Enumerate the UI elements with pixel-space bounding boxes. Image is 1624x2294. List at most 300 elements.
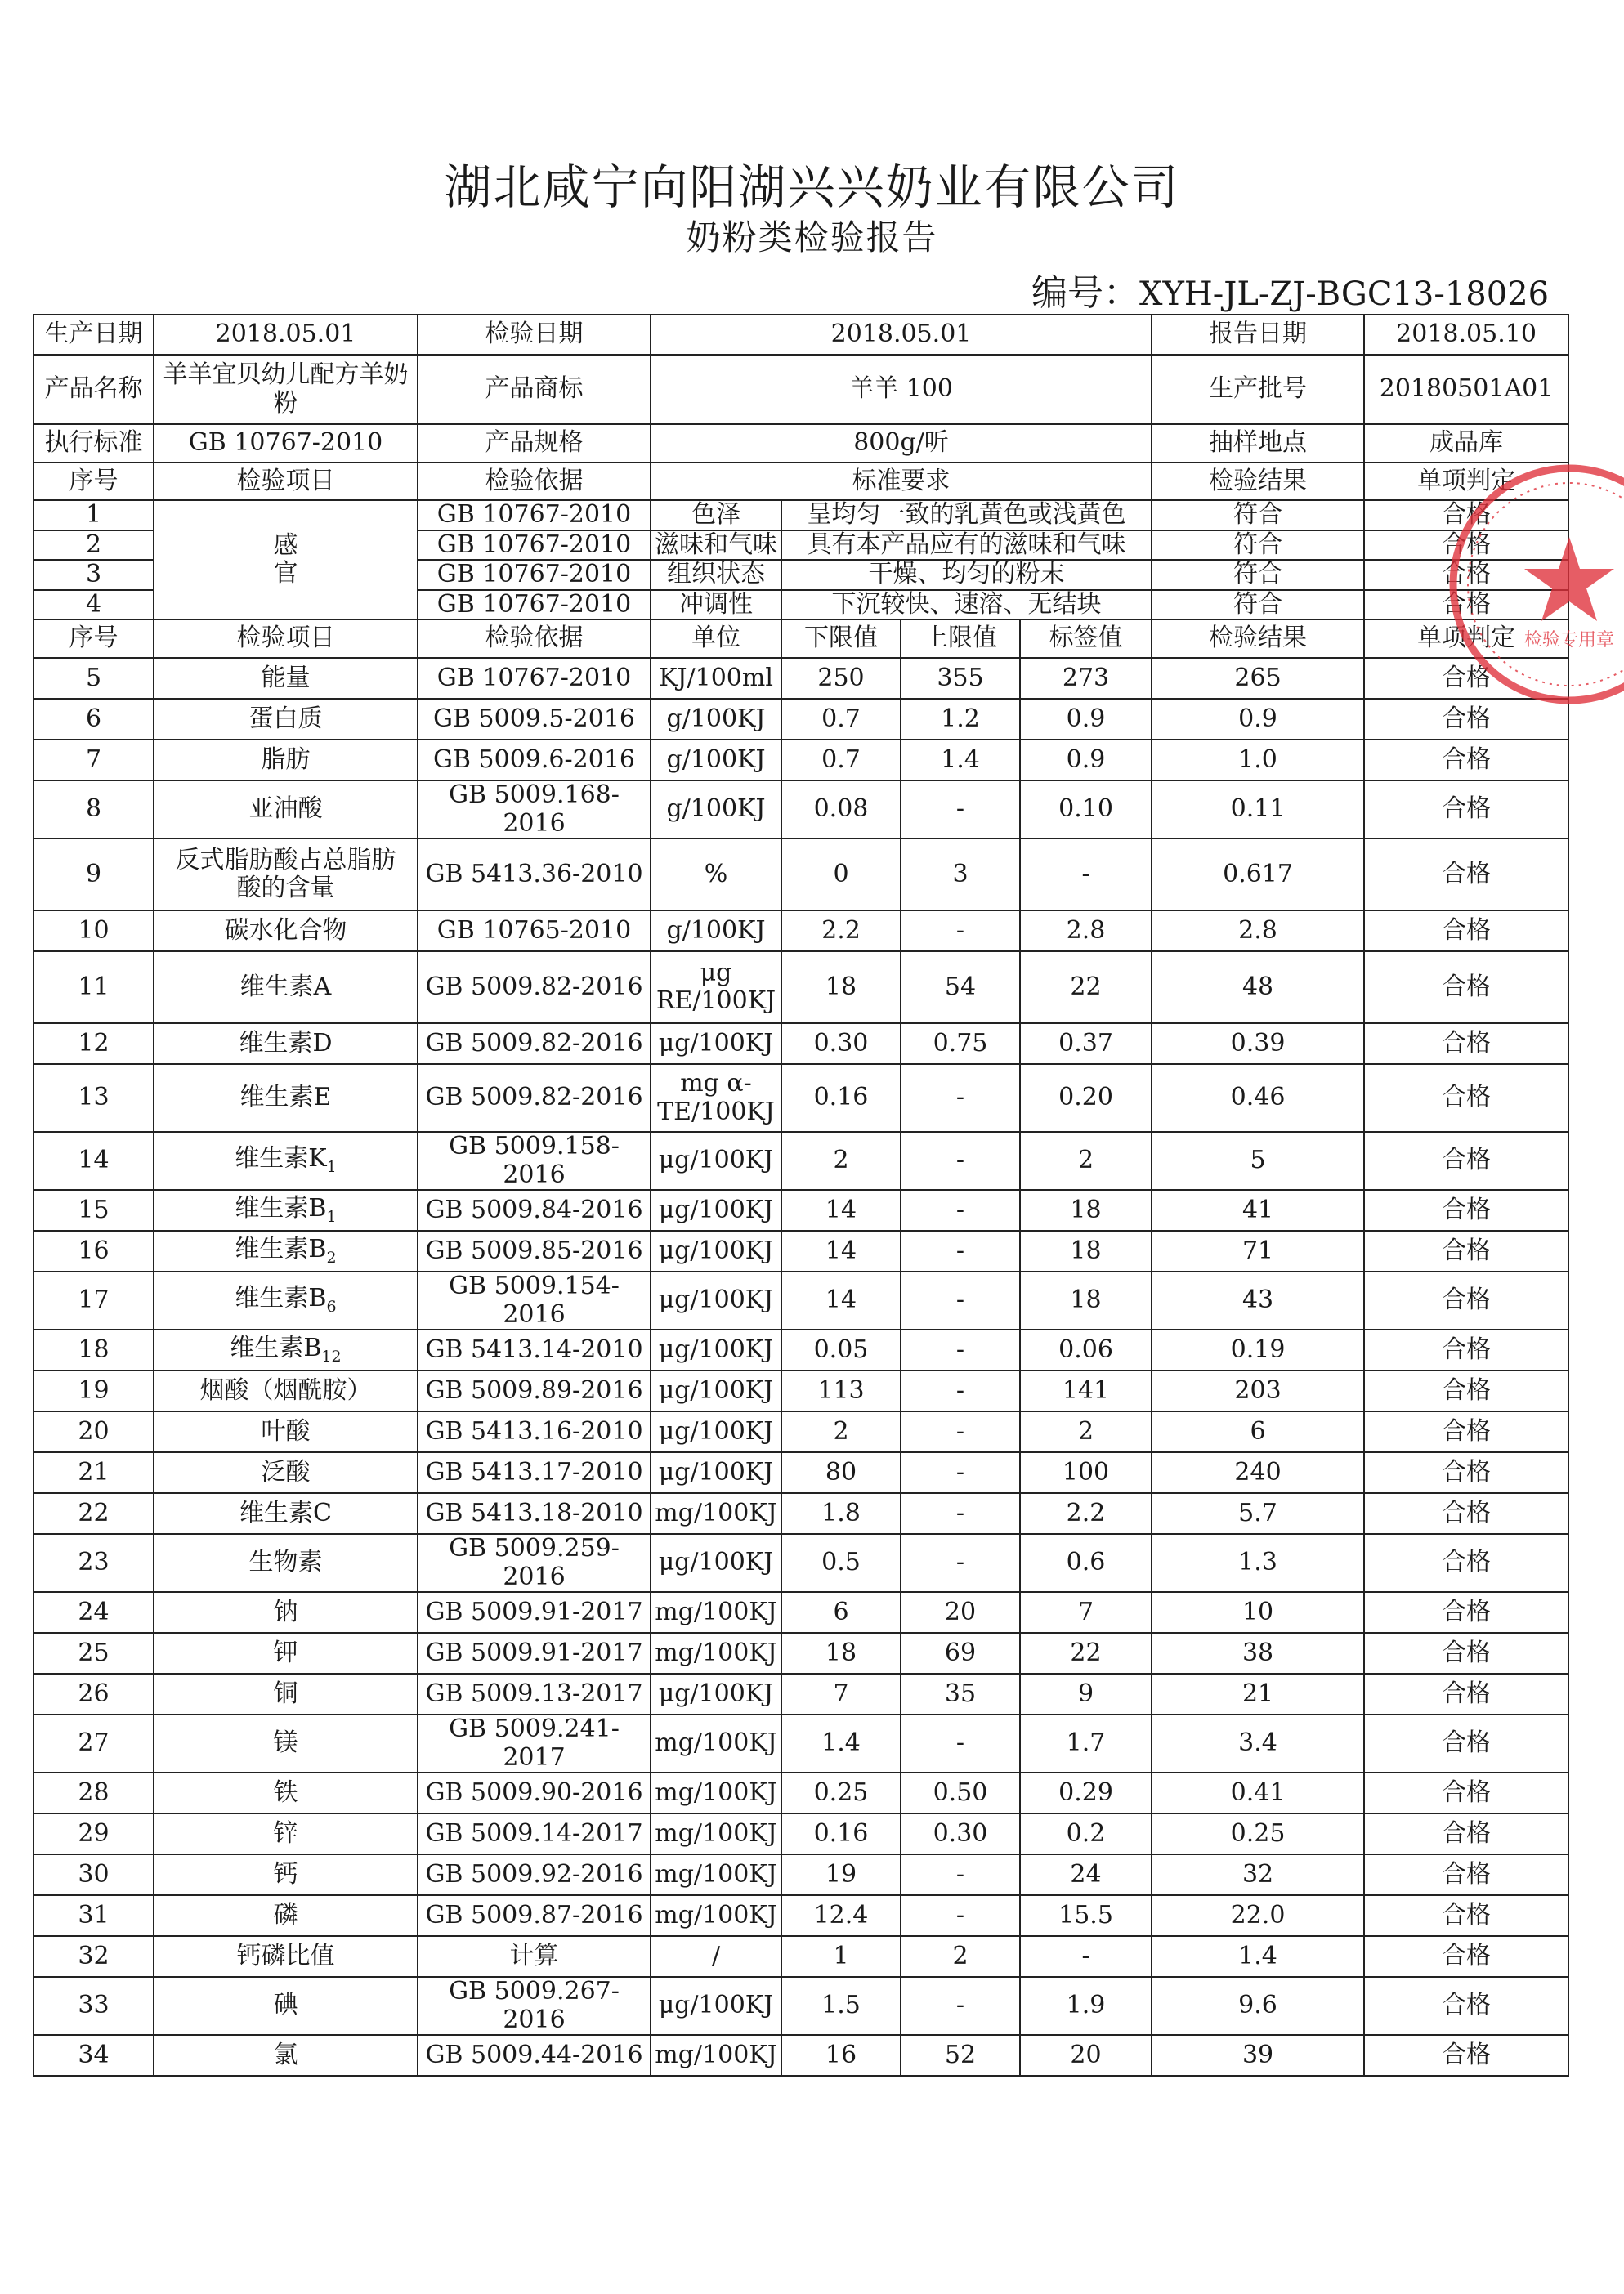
table-row xyxy=(34,1813,1568,1854)
cell-item: 生物素 xyxy=(154,1534,418,1592)
cell-no: 33 xyxy=(34,1977,154,2035)
cell-lower: 0.7 xyxy=(781,699,901,740)
cell-basis: GB 5009.89-2016 xyxy=(418,1371,651,1411)
cell-judgment: 合格 xyxy=(1364,951,1568,1023)
cell-upper: 20 xyxy=(901,1592,1020,1633)
cell-result: 71 xyxy=(1152,1231,1364,1272)
cell-item: 锌 xyxy=(154,1813,418,1854)
row-attribute: 组织状态 xyxy=(651,560,781,590)
cell-label-value: 100 xyxy=(1020,1452,1152,1493)
report-date-label: 报告日期 xyxy=(1152,315,1364,355)
cell-upper: 3 xyxy=(901,838,1020,910)
cell-result: 22.0 xyxy=(1152,1895,1364,1936)
cell-item xyxy=(154,1330,418,1371)
cell-item: 亚油酸 xyxy=(154,780,418,838)
cell-basis: GB 5413.36-2010 xyxy=(418,838,651,910)
cell-no: 15 xyxy=(34,1190,154,1231)
cell-label-value: 9 xyxy=(1020,1674,1152,1715)
cell-judgment: 合格 xyxy=(1364,1272,1568,1330)
cell-label-value: 1.9 xyxy=(1020,1977,1152,2035)
row-requirement: 干燥、均匀的粉末 xyxy=(781,560,1152,590)
cell-judgment: 合格 xyxy=(1364,658,1568,699)
cell-item: 维生素D xyxy=(154,1023,418,1064)
row-requirement: 具有本产品应有的滋味和气味 xyxy=(781,530,1152,561)
cell-item: 泛酸 xyxy=(154,1452,418,1493)
table-row xyxy=(34,1715,1568,1773)
cell-no: 25 xyxy=(34,1633,154,1674)
cell-item: 钠 xyxy=(154,1592,418,1633)
col-no-header: 序号 xyxy=(34,619,154,658)
cell-result: 32 xyxy=(1152,1854,1364,1895)
cell-judgment: 合格 xyxy=(1364,1132,1568,1190)
cell-basis: GB 5009.90-2016 xyxy=(418,1773,651,1813)
cell-judgment: 合格 xyxy=(1364,1854,1568,1895)
row-no: 4 xyxy=(34,590,154,620)
cell-upper: - xyxy=(901,1064,1020,1132)
info-row-dates xyxy=(34,315,1568,355)
cell-unit: mg/100KJ xyxy=(651,1592,781,1633)
table-row xyxy=(34,1272,1568,1330)
cell-upper: - xyxy=(901,780,1020,838)
cell-basis: GB 5009.91-2017 xyxy=(418,1633,651,1674)
cell-label-value: - xyxy=(1020,838,1152,910)
cell-judgment: 合格 xyxy=(1364,1534,1568,1592)
cell-basis: GB 5009.44-2016 xyxy=(418,2035,651,2076)
cell-no: 5 xyxy=(34,658,154,699)
cell-judgment: 合格 xyxy=(1364,1813,1568,1854)
cell-judgment: 合格 xyxy=(1364,1064,1568,1132)
cell-upper: - xyxy=(901,1977,1020,2035)
cell-no: 27 xyxy=(34,1715,154,1773)
cell-label-value: 20 xyxy=(1020,2035,1152,2076)
cell-unit: μg/100KJ xyxy=(651,1231,781,1272)
row-requirement: 呈均匀一致的乳黄色或浅黄色 xyxy=(781,500,1152,530)
item-name: 维生素B xyxy=(235,1284,327,1313)
cell-item: 铁 xyxy=(154,1773,418,1813)
cell-judgment: 合格 xyxy=(1364,1936,1568,1977)
cell-item: 能量 xyxy=(154,658,418,699)
cell-lower: 0.7 xyxy=(781,740,901,780)
item-name: 维生素K xyxy=(235,1144,327,1174)
cell-upper: - xyxy=(901,1411,1020,1452)
cell-upper: - xyxy=(901,1190,1020,1231)
table-row xyxy=(34,910,1568,951)
cell-upper: 52 xyxy=(901,2035,1020,2076)
cell-basis: GB 5413.18-2010 xyxy=(418,1493,651,1534)
product-name: 羊羊宜贝幼儿配方羊奶粉 xyxy=(154,355,418,424)
row-basis: GB 10767-2010 xyxy=(418,500,651,530)
cell-result: 0.9 xyxy=(1152,699,1364,740)
cell-lower: 2 xyxy=(781,1132,901,1190)
row-basis: GB 10767-2010 xyxy=(418,530,651,561)
cell-lower: 18 xyxy=(781,1633,901,1674)
cell-result: 0.46 xyxy=(1152,1064,1364,1132)
item-subscript: 2 xyxy=(326,1248,337,1267)
cell-label-value: 15.5 xyxy=(1020,1895,1152,1936)
row-result: 符合 xyxy=(1152,500,1364,530)
cell-item: 脂肪 xyxy=(154,740,418,780)
cell-item: 镁 xyxy=(154,1715,418,1773)
cell-no: 16 xyxy=(34,1231,154,1272)
table-row xyxy=(34,1190,1568,1231)
cell-item: 钙 xyxy=(154,1854,418,1895)
table-row xyxy=(34,1371,1568,1411)
cell-lower: 2 xyxy=(781,1411,901,1452)
svg-text:检验专用章: 检验专用章 xyxy=(1523,630,1615,651)
cell-judgment: 合格 xyxy=(1364,740,1568,780)
cell-upper: - xyxy=(901,1452,1020,1493)
cell-result: 240 xyxy=(1152,1452,1364,1493)
cell-no: 26 xyxy=(34,1674,154,1715)
row-judgment: 合格 xyxy=(1364,500,1568,530)
report-number xyxy=(1031,263,1549,315)
cell-basis: GB 5009.241-2017 xyxy=(418,1715,651,1773)
report-number-label: 编号： xyxy=(1031,272,1139,314)
cell-label-value: 141 xyxy=(1020,1371,1152,1411)
sampling-label: 抽样地点 xyxy=(1152,424,1364,463)
cell-lower: 0.08 xyxy=(781,780,901,838)
cell-result: 9.6 xyxy=(1152,1977,1364,2035)
cell-item xyxy=(154,1132,418,1190)
cell-item: 维生素E xyxy=(154,1064,418,1132)
cell-no: 29 xyxy=(34,1813,154,1854)
table-row xyxy=(34,1854,1568,1895)
cell-result: 1.0 xyxy=(1152,740,1364,780)
cell-no: 18 xyxy=(34,1330,154,1371)
cell-lower: 12.4 xyxy=(781,1895,901,1936)
row-judgment: 合格 xyxy=(1364,560,1568,590)
table-row xyxy=(34,699,1568,740)
cell-result: 10 xyxy=(1152,1592,1364,1633)
row-no: 3 xyxy=(34,560,154,590)
cell-item: 氯 xyxy=(154,2035,418,2076)
cell-basis: GB 5413.16-2010 xyxy=(418,1411,651,1452)
table-row xyxy=(34,1592,1568,1633)
cell-basis: GB 5009.87-2016 xyxy=(418,1895,651,1936)
cell-basis: GB 5009.259-2016 xyxy=(418,1534,651,1592)
cell-upper: - xyxy=(901,1854,1020,1895)
row-result: 符合 xyxy=(1152,530,1364,561)
cell-no: 13 xyxy=(34,1064,154,1132)
item-subscript: 1 xyxy=(326,1207,337,1226)
col-lower-header: 下限值 xyxy=(781,619,901,658)
item-subscript: 6 xyxy=(326,1298,337,1317)
col-judgment-header: 单项判定 xyxy=(1364,619,1568,658)
col-upper-header: 上限值 xyxy=(901,619,1020,658)
cell-item: 钾 xyxy=(154,1633,418,1674)
report-number-value: XYH-JL-ZJ-BGC13-18026 xyxy=(1139,275,1550,313)
report-date: 2018.05.10 xyxy=(1364,315,1568,355)
cell-result: 6 xyxy=(1152,1411,1364,1452)
item-name: 维生素B xyxy=(235,1193,327,1223)
cell-result: 0.11 xyxy=(1152,780,1364,838)
cell-result: 3.4 xyxy=(1152,1715,1364,1773)
cell-basis: GB 10767-2010 xyxy=(418,658,651,699)
sensory-group-label: 感 官 xyxy=(154,500,418,619)
row-no: 1 xyxy=(34,500,154,530)
cell-upper: 2 xyxy=(901,1936,1020,1977)
cell-result: 0.41 xyxy=(1152,1773,1364,1813)
trademark: 羊羊 100 xyxy=(651,355,1152,424)
cell-upper: - xyxy=(901,1272,1020,1330)
cell-basis: GB 5009.85-2016 xyxy=(418,1231,651,1272)
cell-lower: 0.5 xyxy=(781,1534,901,1592)
table-row xyxy=(34,1064,1568,1132)
table-row xyxy=(34,658,1568,699)
row-judgment: 合格 xyxy=(1364,530,1568,561)
cell-judgment: 合格 xyxy=(1364,1674,1568,1715)
table-row xyxy=(34,1493,1568,1534)
cell-upper: - xyxy=(901,1231,1020,1272)
col-requirement-header: 标准要求 xyxy=(651,463,1152,500)
info-row-product xyxy=(34,355,1568,424)
cell-judgment: 合格 xyxy=(1364,780,1568,838)
cell-label-value: 0.9 xyxy=(1020,699,1152,740)
cell-item: 维生素C xyxy=(154,1493,418,1534)
col-basis-header: 检验依据 xyxy=(418,619,651,658)
cell-upper: 0.75 xyxy=(901,1023,1020,1064)
cell-label-value: 22 xyxy=(1020,951,1152,1023)
cell-judgment: 合格 xyxy=(1364,1592,1568,1633)
cell-basis: GB 5413.17-2010 xyxy=(418,1452,651,1493)
cell-no: 30 xyxy=(34,1854,154,1895)
cell-no: 17 xyxy=(34,1272,154,1330)
cell-label-value: 0.20 xyxy=(1020,1064,1152,1132)
col-label-value-header: 标签值 xyxy=(1020,619,1152,658)
cell-label-value: 18 xyxy=(1020,1272,1152,1330)
col-judgment-header: 单项判定 xyxy=(1364,463,1568,500)
cell-basis: GB 5413.14-2010 xyxy=(418,1330,651,1371)
table-row xyxy=(34,1452,1568,1493)
cell-upper: - xyxy=(901,1132,1020,1190)
inspection-date-label: 检验日期 xyxy=(418,315,651,355)
row-basis: GB 10767-2010 xyxy=(418,560,651,590)
cell-label-value: 0.06 xyxy=(1020,1330,1152,1371)
table-row xyxy=(34,780,1568,838)
cell-basis: GB 5009.92-2016 xyxy=(418,1854,651,1895)
cell-label-value: 24 xyxy=(1020,1854,1152,1895)
cell-lower: 0 xyxy=(781,838,901,910)
cell-unit: μg/100KJ xyxy=(651,1023,781,1064)
cell-unit: mg/100KJ xyxy=(651,1633,781,1674)
col-result-header: 检验结果 xyxy=(1152,619,1364,658)
cell-lower: 18 xyxy=(781,951,901,1023)
cell-basis: GB 5009.84-2016 xyxy=(418,1190,651,1231)
cell-label-value: - xyxy=(1020,1936,1152,1977)
cell-no: 19 xyxy=(34,1371,154,1411)
table-row xyxy=(34,1023,1568,1064)
product-name-label: 产品名称 xyxy=(34,355,154,424)
cell-basis: GB 5009.267-2016 xyxy=(418,1977,651,2035)
cell-result: 265 xyxy=(1152,658,1364,699)
cell-lower: 14 xyxy=(781,1272,901,1330)
table-row xyxy=(34,1895,1568,1936)
cell-judgment: 合格 xyxy=(1364,1452,1568,1493)
cell-no: 22 xyxy=(34,1493,154,1534)
table-row xyxy=(34,1411,1568,1452)
cell-no: 31 xyxy=(34,1895,154,1936)
cell-unit: μg/100KJ xyxy=(651,1977,781,2035)
table-row xyxy=(34,1977,1568,2035)
cell-unit: mg/100KJ xyxy=(651,2035,781,2076)
cell-label-value: 2 xyxy=(1020,1411,1152,1452)
cell-unit: μg/100KJ xyxy=(651,1534,781,1592)
spec-label: 产品规格 xyxy=(418,424,651,463)
cell-label-value: 0.9 xyxy=(1020,740,1152,780)
cell-result: 0.617 xyxy=(1152,838,1364,910)
item-name: 维生素B xyxy=(235,1234,327,1263)
cell-result: 5.7 xyxy=(1152,1493,1364,1534)
batch-label: 生产批号 xyxy=(1152,355,1364,424)
cell-unit: μg/100KJ xyxy=(651,1330,781,1371)
cell-item: 钙磷比值 xyxy=(154,1936,418,1977)
cell-no: 32 xyxy=(34,1936,154,1977)
item-name: 维生素B xyxy=(230,1333,322,1362)
cell-no: 10 xyxy=(34,910,154,951)
cell-lower: 0.16 xyxy=(781,1064,901,1132)
cell-label-value: 0.2 xyxy=(1020,1813,1152,1854)
cell-upper: - xyxy=(901,1534,1020,1592)
table-row xyxy=(34,1633,1568,1674)
info-row-standard xyxy=(34,424,1568,463)
cell-label-value: 0.37 xyxy=(1020,1023,1152,1064)
cell-label-value: 1.7 xyxy=(1020,1715,1152,1773)
cell-lower: 250 xyxy=(781,658,901,699)
table-row xyxy=(34,1674,1568,1715)
cell-no: 6 xyxy=(34,699,154,740)
cell-label-value: 0.6 xyxy=(1020,1534,1152,1592)
table-row xyxy=(34,838,1568,910)
cell-item: 碘 xyxy=(154,1977,418,2035)
cell-basis: GB 5009.82-2016 xyxy=(418,1023,651,1064)
cell-item: 反式脂肪酸占总脂肪酸的含量 xyxy=(154,838,418,910)
inspection-table xyxy=(33,314,1569,2077)
cell-result: 2.8 xyxy=(1152,910,1364,951)
row-attribute: 色泽 xyxy=(651,500,781,530)
col-item-header: 检验项目 xyxy=(154,463,418,500)
cell-unit: μg RE/100KJ xyxy=(651,951,781,1023)
row-requirement: 下沉较快、速溶、无结块 xyxy=(781,590,1152,620)
cell-label-value: 2.8 xyxy=(1020,910,1152,951)
cell-basis: GB 5009.14-2017 xyxy=(418,1813,651,1854)
cell-label-value: 2.2 xyxy=(1020,1493,1152,1534)
row-judgment: 合格 xyxy=(1364,590,1568,620)
cell-result: 0.25 xyxy=(1152,1813,1364,1854)
cell-no: 21 xyxy=(34,1452,154,1493)
cell-upper: 0.50 xyxy=(901,1773,1020,1813)
cell-upper: 1.4 xyxy=(901,740,1020,780)
row-result: 符合 xyxy=(1152,590,1364,620)
cell-upper: 69 xyxy=(901,1633,1020,1674)
cell-upper: 35 xyxy=(901,1674,1020,1715)
cell-label-value: 22 xyxy=(1020,1633,1152,1674)
cell-unit: g/100KJ xyxy=(651,780,781,838)
cell-no: 34 xyxy=(34,2035,154,2076)
table-row xyxy=(34,1330,1568,1371)
cell-judgment: 合格 xyxy=(1364,1371,1568,1411)
cell-basis: GB 10765-2010 xyxy=(418,910,651,951)
cell-upper: 0.30 xyxy=(901,1813,1020,1854)
cell-upper: - xyxy=(901,910,1020,951)
cell-basis: GB 5009.82-2016 xyxy=(418,951,651,1023)
cell-result: 38 xyxy=(1152,1633,1364,1674)
cell-lower: 0.30 xyxy=(781,1023,901,1064)
production-date: 2018.05.01 xyxy=(154,315,418,355)
col-unit-header: 单位 xyxy=(651,619,781,658)
cell-basis: GB 5009.6-2016 xyxy=(418,740,651,780)
cell-item: 叶酸 xyxy=(154,1411,418,1452)
cell-lower: 1.4 xyxy=(781,1715,901,1773)
cell-unit: mg/100KJ xyxy=(651,1715,781,1773)
cell-item: 铜 xyxy=(154,1674,418,1715)
cell-basis: GB 5009.13-2017 xyxy=(418,1674,651,1715)
cell-unit: / xyxy=(651,1936,781,1977)
table-row xyxy=(34,1936,1568,1977)
cell-label-value: 0.10 xyxy=(1020,780,1152,838)
item-subscript: 12 xyxy=(321,1347,342,1366)
cell-lower: 6 xyxy=(781,1592,901,1633)
cell-item xyxy=(154,1272,418,1330)
cell-unit: μg/100KJ xyxy=(651,1371,781,1411)
cell-result: 1.4 xyxy=(1152,1936,1364,1977)
cell-unit: mg/100KJ xyxy=(651,1813,781,1854)
cell-judgment: 合格 xyxy=(1364,1895,1568,1936)
cell-no: 20 xyxy=(34,1411,154,1452)
cell-unit: μg/100KJ xyxy=(651,1132,781,1190)
cell-judgment: 合格 xyxy=(1364,1773,1568,1813)
cell-result: 41 xyxy=(1152,1190,1364,1231)
table-row xyxy=(34,1231,1568,1272)
cell-upper: - xyxy=(901,1715,1020,1773)
cell-upper: - xyxy=(901,1895,1020,1936)
sensory-row xyxy=(34,500,1568,530)
cell-unit: g/100KJ xyxy=(651,699,781,740)
cell-no: 12 xyxy=(34,1023,154,1064)
cell-basis: GB 5009.158-2016 xyxy=(418,1132,651,1190)
cell-result: 1.3 xyxy=(1152,1534,1364,1592)
cell-result: 5 xyxy=(1152,1132,1364,1190)
cell-judgment: 合格 xyxy=(1364,1715,1568,1773)
table-row xyxy=(34,1773,1568,1813)
cell-lower: 80 xyxy=(781,1452,901,1493)
cell-unit: g/100KJ xyxy=(651,910,781,951)
cell-judgment: 合格 xyxy=(1364,1493,1568,1534)
spec: 800g/听 xyxy=(651,424,1152,463)
cell-label-value: 0.29 xyxy=(1020,1773,1152,1813)
cell-result: 43 xyxy=(1152,1272,1364,1330)
cell-result: 21 xyxy=(1152,1674,1364,1715)
cell-label-value: 18 xyxy=(1020,1231,1152,1272)
cell-item: 蛋白质 xyxy=(154,699,418,740)
row-result: 符合 xyxy=(1152,560,1364,590)
inspection-date: 2018.05.01 xyxy=(651,315,1152,355)
trademark-label: 产品商标 xyxy=(418,355,651,424)
cell-result: 48 xyxy=(1152,951,1364,1023)
cell-lower: 14 xyxy=(781,1190,901,1231)
table-row xyxy=(34,1132,1568,1190)
cell-basis: 计算 xyxy=(418,1936,651,1977)
cell-no: 28 xyxy=(34,1773,154,1813)
cell-judgment: 合格 xyxy=(1364,1231,1568,1272)
item-subscript: 1 xyxy=(326,1158,337,1177)
cell-no: 9 xyxy=(34,838,154,910)
cell-lower: 0.16 xyxy=(781,1813,901,1854)
cell-result: 39 xyxy=(1152,2035,1364,2076)
production-date-label: 生产日期 xyxy=(34,315,154,355)
cell-upper: - xyxy=(901,1493,1020,1534)
cell-judgment: 合格 xyxy=(1364,2035,1568,2076)
row-attribute: 冲调性 xyxy=(651,590,781,620)
